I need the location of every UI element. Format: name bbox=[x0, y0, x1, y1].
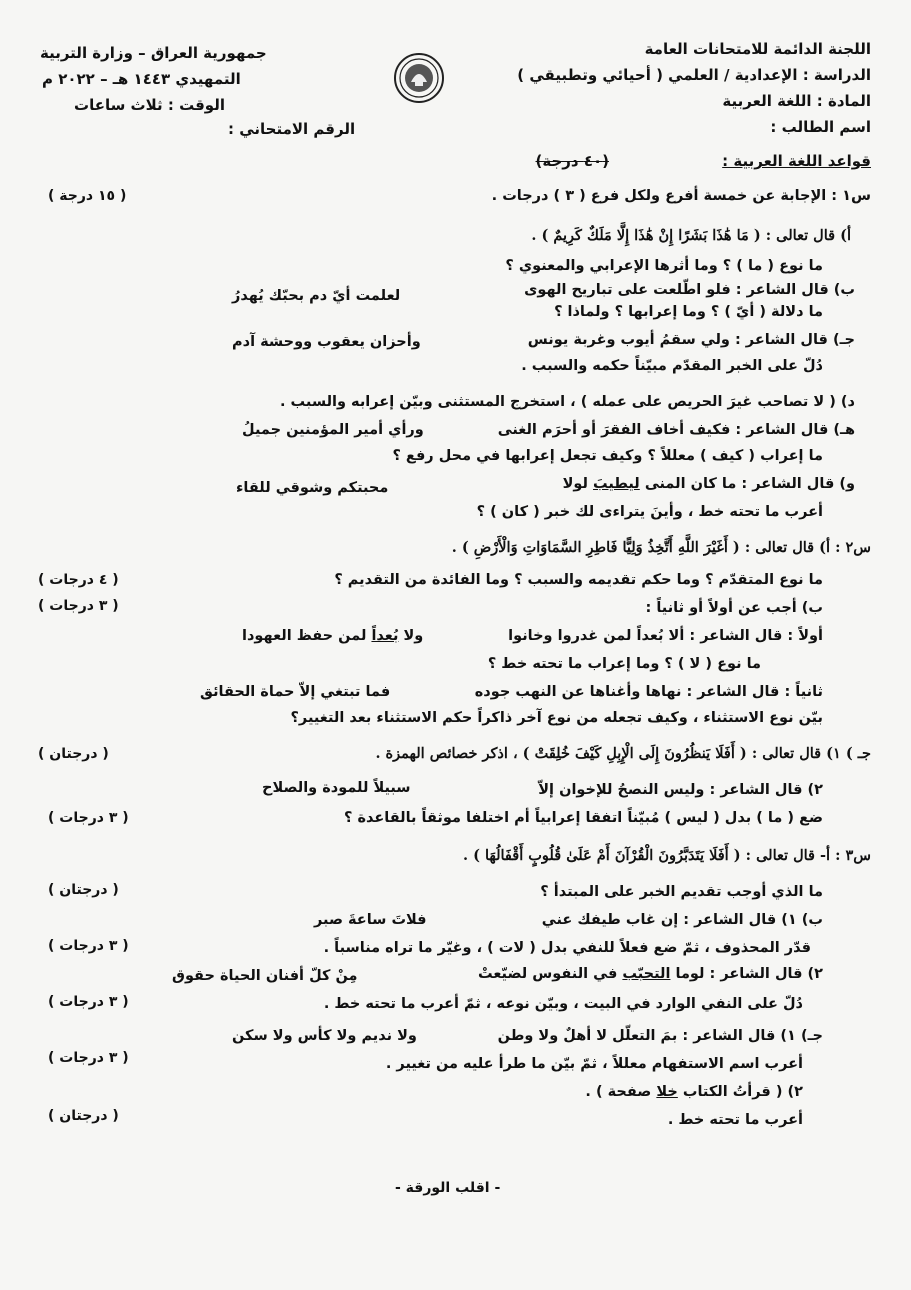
q3-a-marks: ( درجتان ) bbox=[48, 882, 119, 898]
q1-f-question: أعرب ما تحته خط ، وأينَ يتراءى لك خبر ( كان ) ؟ bbox=[476, 504, 823, 520]
q1-a-verse: أ) قال تعالى : ( مَا هَٰذَا بَشَرًا إِنْ هَٰذَا إِلَّا مَلَكٌ كَرِيمٌ ) . bbox=[531, 227, 851, 244]
q1-e-question: ما إعراب ( كيف ) معللاً ؟ وكيف تجعل إعرابها في محل رفع ؟ bbox=[392, 448, 823, 464]
q3-b3-pre: ٢) قال الشاعر : لوما bbox=[670, 966, 823, 982]
q3-b1-verse-left: فلاتَ ساعةَ صبر bbox=[314, 912, 427, 928]
q3-c3-underlined: خلا bbox=[656, 1084, 678, 1100]
q1-c-question: دُلّ على الخبر المقدّم مبيّناً حكمه والسبب . bbox=[521, 358, 823, 374]
q3-c2-question: أعرب اسم الاستفهام معللاً ، ثمّ بيّن ما طرأ عليه من تغيير . bbox=[385, 1056, 803, 1072]
q2-c1-verse: جـ ) ١) قال تعالى : ( أَفَلَا يَنظُرُونَ إِلَى الْإِبِلِ كَيْفَ خُلِقَتْ ) ، اذكر خصائص الهمزة . bbox=[375, 745, 871, 762]
study-branch: الدراسة : الإعدادية / العلمي ( أحيائي وتطبيقي ) bbox=[517, 66, 871, 84]
q3-b1-verse: ب) ١) قال الشاعر : إن غاب طيفك عني bbox=[541, 912, 823, 928]
q1-b-verse-left: لعلمت أيّ دم بحبّك يُهدرُ bbox=[232, 288, 401, 304]
exam-date: التمهيدي ١٤٤٣ هـ – ٢٠٢٢ م bbox=[42, 70, 241, 88]
q2-a-marks: ( ٤ درجات ) bbox=[38, 572, 119, 588]
q3-b4-question: دُلّ على النفي الوارد في البيت ، وبيّن نوعه ، ثمّ أعرب ما تحته خط . bbox=[323, 996, 803, 1012]
subject-line: المادة : اللغة العربية bbox=[722, 92, 871, 110]
q1-d-question: د) ( لا تصاحب غيرَ الحريص على عمله ) ، استخرج المستثنى وبيّن إعرابه والسبب . bbox=[280, 394, 855, 410]
q3-c4-marks: ( درجتان ) bbox=[48, 1108, 119, 1124]
turn-page-note: - اقلب الورقة - bbox=[395, 1180, 501, 1196]
q1-f-verse-left: محبتكم وشوقي للقاء bbox=[236, 480, 389, 496]
q1-c-verse-left: وأحزان يعقوب ووحشة آدم bbox=[232, 334, 421, 350]
q1-intro: س١ : الإجابة عن خمسة أفرع ولكل فرع ( ٣ ) درجات . bbox=[491, 188, 871, 204]
exam-number-label: الرقم الامتحاني : bbox=[228, 120, 356, 138]
exam-time: الوقت : ثلاث ساعات bbox=[74, 96, 225, 114]
q3-b3-verse-left: مِنْ كلّ أفنان الحياة حقوق bbox=[172, 968, 358, 984]
q2-c3-marks: ( ٣ درجات ) bbox=[48, 810, 129, 826]
q3-a-verse: س٣ : أ- قال تعالى : ( أَفَلَا يَتَدَبَّرُونَ الْقُرْآنَ أَمْ عَلَىٰ قُلُوبٍ أَقْفَالُهَا ) . bbox=[462, 847, 871, 864]
q1-b-verse: ب) قال الشاعر : فلو اطّلعت على تباريح الهوى bbox=[524, 282, 855, 298]
q2-b3-verse: ثانياً : قال الشاعر : نهاها وأغناها عن النهب جوده bbox=[474, 684, 823, 700]
q2-c1-marks: ( درجتان ) bbox=[38, 746, 109, 762]
q1-e-verse-left: ورأي أمير المؤمنين جميلُ bbox=[242, 422, 424, 438]
q1-e-verse: هـ) قال الشاعر : فكيف أخاف الفقرَ أو أحرَم الغنى bbox=[497, 422, 855, 438]
q3-c3-pre: ٢) ( قرأتُ الكتاب bbox=[677, 1084, 803, 1100]
q3-c3-sentence bbox=[585, 1082, 803, 1102]
q3-b3-post: في النفوس لضيّعتْ bbox=[478, 966, 623, 982]
q2-b1-left-post: لمن حفظ العهودا bbox=[242, 628, 372, 644]
q2-a-question: ما نوع المتقدّم ؟ وما حكم تقديمه والسبب ؟ وما الفائدة من التقديم ؟ bbox=[334, 572, 823, 588]
q1-f-verse-pre: و) قال الشاعر : ما كان المنى bbox=[639, 476, 855, 492]
committee-title: اللجنة الدائمة للامتحانات العامة bbox=[644, 40, 871, 58]
q2-b3-verse-left: فما تبتغي إلاّ حماة الحقائق bbox=[200, 684, 391, 700]
q3-c2-marks: ( ٣ درجات ) bbox=[48, 1050, 129, 1066]
q3-c4-question: أعرب ما تحته خط . bbox=[667, 1112, 803, 1128]
q1-a-question: ما نوع ( ما ) ؟ وما أثرها الإعرابي والمعنوي ؟ bbox=[505, 258, 823, 274]
q2-c3-question: ضع ( ما ) بدل ( ليس ) مُبيّناً اتفقا إعرابياً أم اختلفا موثقاً بالقاعدة ؟ bbox=[343, 810, 823, 826]
q1-marks: ( ١٥ درجة ) bbox=[48, 188, 127, 204]
republic-ministry: جمهورية العراق – وزارة التربية bbox=[40, 44, 267, 62]
q3-c1-verse-left: ولا نديم ولا كأس ولا سكن bbox=[232, 1028, 417, 1044]
q1-b-question: ما دلالة ( أيّ ) ؟ وما إعرابها ؟ ولماذا ؟ bbox=[554, 304, 823, 320]
q2-b-marks: ( ٣ درجات ) bbox=[38, 598, 119, 614]
q1-f-verse-post: لولا bbox=[562, 476, 593, 492]
q2-b2-question: ما نوع ( لا ) ؟ وما إعراب ما تحته خط ؟ bbox=[487, 656, 761, 672]
q1-c-verse: جـ) قال الشاعر : ولي سقمُ أيوب وغربة يونس bbox=[527, 332, 855, 348]
q3-b3-underlined: التحبّب bbox=[622, 966, 671, 982]
q2-b-intro: ب) أجب عن أولاً أو ثانياً : bbox=[645, 600, 823, 616]
student-name-label: اسم الطالب : bbox=[770, 118, 871, 136]
q3-a-question: ما الذي أوجب تقديم الخبر على المبتدأ ؟ bbox=[540, 884, 823, 900]
q1-f-verse bbox=[563, 474, 855, 494]
section-title: قواعد اللغة العربية : bbox=[722, 152, 871, 170]
ministry-seal-icon bbox=[393, 52, 445, 104]
q2-b1-verse: أولاً : قال الشاعر : ألا بُعداً لمن غدروا وخانوا bbox=[508, 628, 823, 644]
q3-b2-question: قدّر المحذوف ، ثمّ ضع فعلاً للنفي بدل ( لات ) ، وغيّر ما تراه مناسباً . bbox=[323, 940, 811, 956]
q2-b1-verse-left bbox=[242, 626, 423, 646]
q2-a-verse: س٢ : أ) قال تعالى : ( أَغَيْرَ اللَّهِ أَتَّخِذُ وَلِيًّا فَاطِرِ السَّمَاوَاتِ وَالْأَرْضِ ) . bbox=[451, 539, 871, 556]
q3-c3-post: صفحة ) . bbox=[585, 1084, 657, 1100]
q2-b4-question: بيّن نوع الاستثناء ، وكيف تجعله من نوع آخر ذاكراً حكم الاستثناء بعد التغيير؟ bbox=[290, 710, 823, 726]
q3-b4-marks: ( ٣ درجات ) bbox=[48, 994, 129, 1010]
q2-b1-left-pre: ولا bbox=[398, 628, 424, 644]
section-marks: (٤٠ درجة) bbox=[535, 152, 609, 170]
q1-f-underlined: ليطيبَ bbox=[593, 476, 640, 492]
q3-b3-verse bbox=[478, 964, 823, 984]
q2-c2-verse: ٢) قال الشاعر : وليس النصحُ للإخوان إلاّ bbox=[538, 782, 823, 798]
q3-c1-verse: جـ) ١) قال الشاعر : بمَ التعلّل لا أهلٌ ولا وطن bbox=[497, 1028, 823, 1044]
q2-b1-underlined: بُعداً bbox=[371, 628, 399, 644]
q2-c2-verse-left: سبيلاً للمودة والصلاح bbox=[262, 780, 411, 796]
q3-b2-marks: ( ٣ درجات ) bbox=[48, 938, 129, 954]
